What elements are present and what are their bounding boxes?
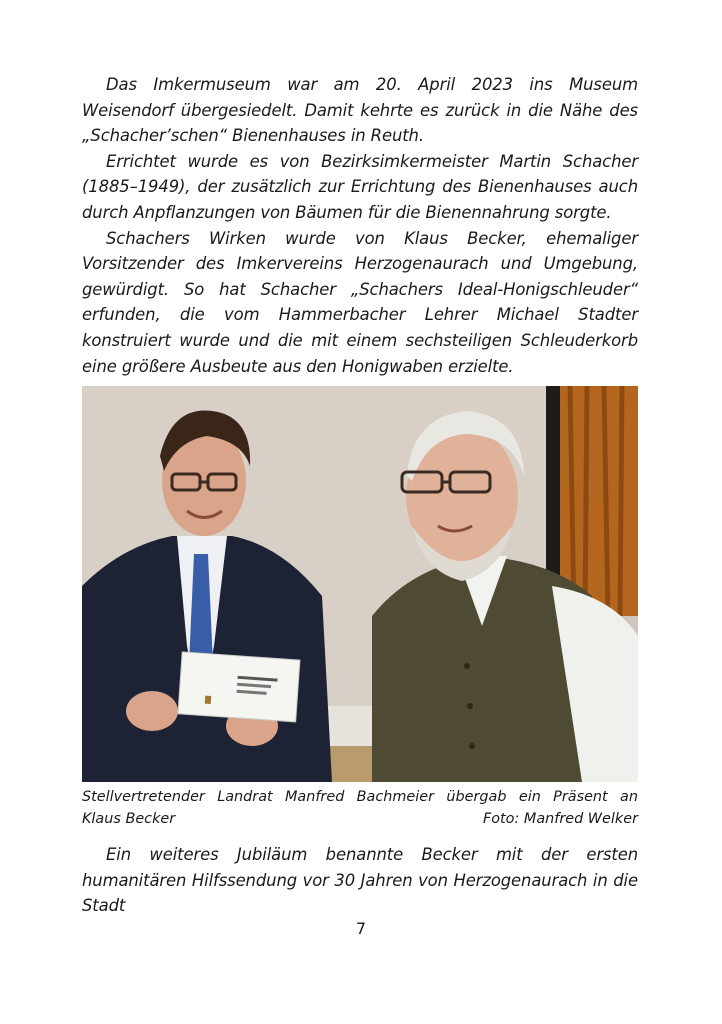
body-text xyxy=(82,72,638,379)
body-text-continued xyxy=(82,842,638,919)
photo-caption-continued xyxy=(82,808,638,830)
paragraph-schacher-bio: Errichtet wurde es von Bezirksimkermeister Martin Schacher (1885–1949), der zusätzlich zur Errichtung des Bienenhauses auch durch Anpflanzungen von Bäumen für die Bienennahrung sorgte. xyxy=(82,151,638,222)
paragraph-jubilee: Ein weiteres Jubiläum benannte Becker mit der ersten humanitären Hilfssendung vor 30 Jahren von Herzogenaurach in die Stadt xyxy=(82,845,638,916)
photo-credit: Foto: Manfred Welker xyxy=(482,811,638,827)
event-photo xyxy=(82,386,638,782)
caption-name: Klaus Becker xyxy=(82,811,176,827)
page-number: 7 xyxy=(355,919,367,938)
paragraph-becker-tribute: Schachers Wirken wurde von Klaus Becker, ehemaliger Vorsitzender des Imkervereins Herzogenaurach und Umgebung, gewürdigt. So hat Schacher „Schachers Ideal-Honigschleuder“ erfunden, die vom Hammerbacher Lehrer Michael Stadter konstruiert wurde und die mit einem sechsteiligen Schleuderkorb eine größere Ausbeute aus den Honigwaben erzielte. xyxy=(82,228,638,376)
photo-caption: Stellvertretender Landrat Manfred Bachmeier übergab ein Präsent an xyxy=(82,789,638,805)
paragraph-museum-move: Das Imkermuseum war am 20. April 2023 ins Museum Weisendorf übergesiedelt. Damit kehrte es zurück in die Nähe des „Schacher’schen“ Bienenhauses in Reuth. xyxy=(82,75,638,146)
